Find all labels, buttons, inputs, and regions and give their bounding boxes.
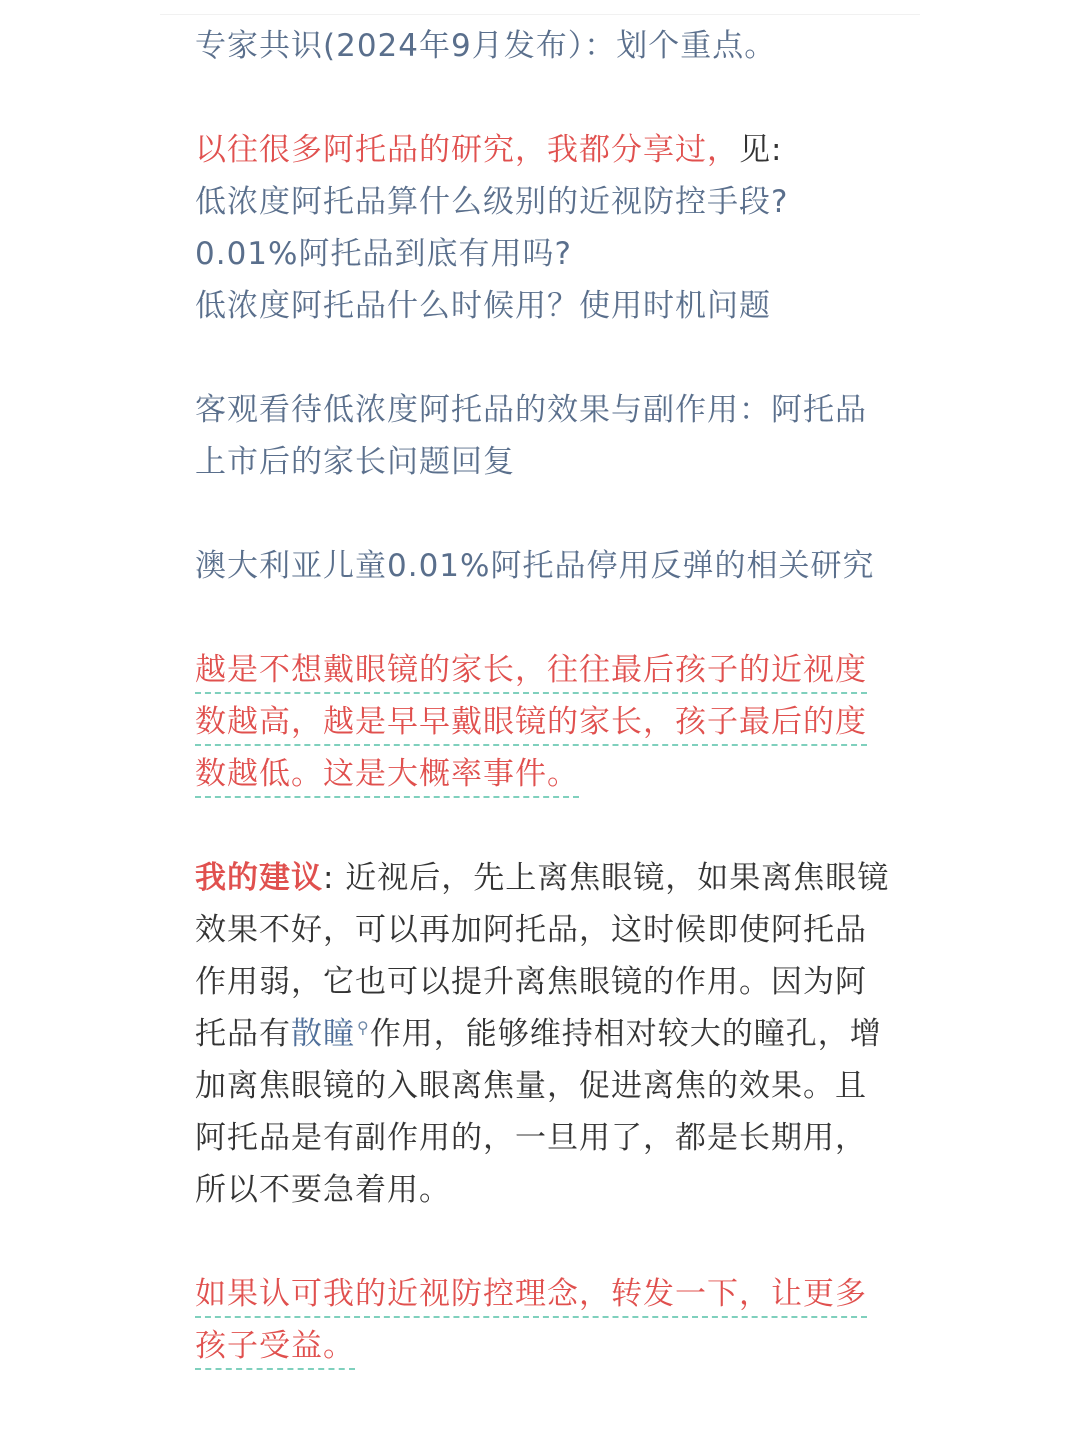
advice-paragraph [195,852,895,1216]
related-link-4-text: 客观看待低浓度阿托品的效果与副作用：阿托品上市后的家长问题回复 [195,392,867,480]
advice-label: 我的建议 [195,860,323,896]
magnifier-icon[interactable]: ⚲ [357,1017,370,1037]
keyword-link-mydriasis[interactable]: 散瞳 [291,1016,355,1052]
related-link-3[interactable]: 低浓度阿托品什么时候用？使用时机问题 [195,288,771,324]
closing-text: 如果认可我的近视防控理念，转发一下，让更多孩子受益。 [195,1276,867,1364]
advice-text-1: : 近视后，先上离焦眼镜，如果离焦眼镜效果不好，可以再加阿托品，这时候即使阿托品作用弱，它也可以提升离焦眼镜的作用。因为阿托品有 [195,860,890,1052]
intro-red-text: 以往很多阿托品的研究，我都分享过， [195,132,739,168]
highlight-text: 越是不想戴眼镜的家长，往往最后孩子的近视度数越高，越是早早戴眼镜的家长，孩子最后的度数越低。这是大概率事件。 [195,652,867,792]
intro-see-text: 见: [739,132,783,168]
related-link-1[interactable]: 低浓度阿托品算什么级别的近视防控手段? [195,184,789,220]
closing-paragraph [195,1268,895,1372]
article-body [195,20,895,1424]
top-divider [160,14,920,15]
highlight-paragraph [195,644,895,800]
advice-text-2: 作用，能够维持相对较大的瞳孔，增加离焦眼镜的入眼离焦量，促进离焦的效果。且阿托品是有副作用的，一旦用了，都是长期用，所以不要急着用。 [195,1016,882,1208]
related-link-5[interactable] [195,540,895,592]
related-link-4[interactable] [195,384,895,488]
related-link-5-text: 澳大利亚儿童0.01%阿托品停用反弹的相关研究 [195,548,875,584]
title-text: 专家共识(2024年9月发布）：划个重点。 [195,28,777,64]
intro-paragraph [195,124,895,332]
article-title [195,20,895,72]
related-link-2[interactable]: 0.01%阿托品到底有用吗? [195,236,572,272]
